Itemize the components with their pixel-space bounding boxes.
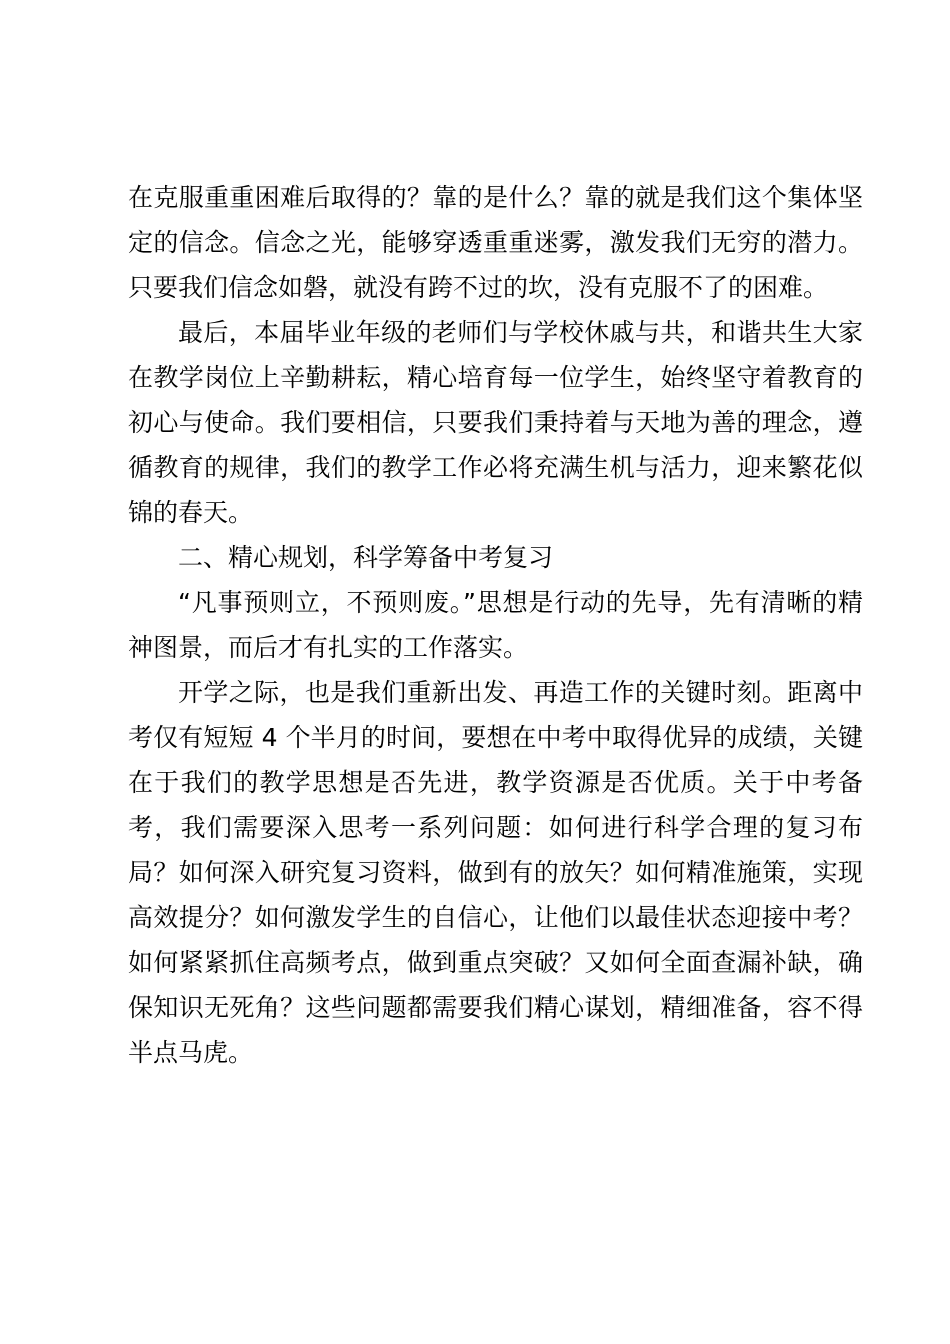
- paragraph-3: “凡事预则立，不预则废。”思想是行动的先导，先有清晰的精神图景，而后才有扎实的工作落实。: [128, 588, 863, 662]
- paragraph-4: 开学之际，也是我们重新出发、再造工作的关键时刻。距离中考仅有短短 4 个半月的时间，要想在中考中取得优异的成绩，关键在于我们的教学思想是否先进，教学资源是否优质。关于中考备考，我们需要深入思考一系列问题：如何进行科学合理的复习布局？如何深入研究复习资料，做到有的放矢？如何精准施策，实现高效提分？如何激发学生的自信心，让他们以最佳状态迎接中考？如何紧紧抓住高频考点，做到重点突破？又如何全面查漏补缺，确保知识无死角？这些问题都需要我们精心谋划，精细准备，容不得半点马虎。: [128, 678, 863, 1067]
- paragraph-2: 最后，本届毕业年级的老师们与学校休戚与共，和谐共生大家在教学岗位上辛勤耕耘，精心培育每一位学生，始终坚守着教育的初心与使命。我们要相信，只要我们秉持着与天地为善的理念，遵循教育的规律，我们的教学工作必将充满生机与活力，迎来繁花似锦的春天。: [128, 318, 863, 527]
- document-body: [128, 175, 863, 1075]
- paragraph-1: 在克服重重困难后取得的？靠的是什么？靠的就是我们这个集体坚定的信念。信念之光，能够穿透重重迷雾，激发我们无穷的潜力。只要我们信念如磐，就没有跨不过的坎，没有克服不了的困难。: [128, 183, 863, 302]
- section-heading: 二、精心规划，科学筹备中考复习: [178, 543, 554, 572]
